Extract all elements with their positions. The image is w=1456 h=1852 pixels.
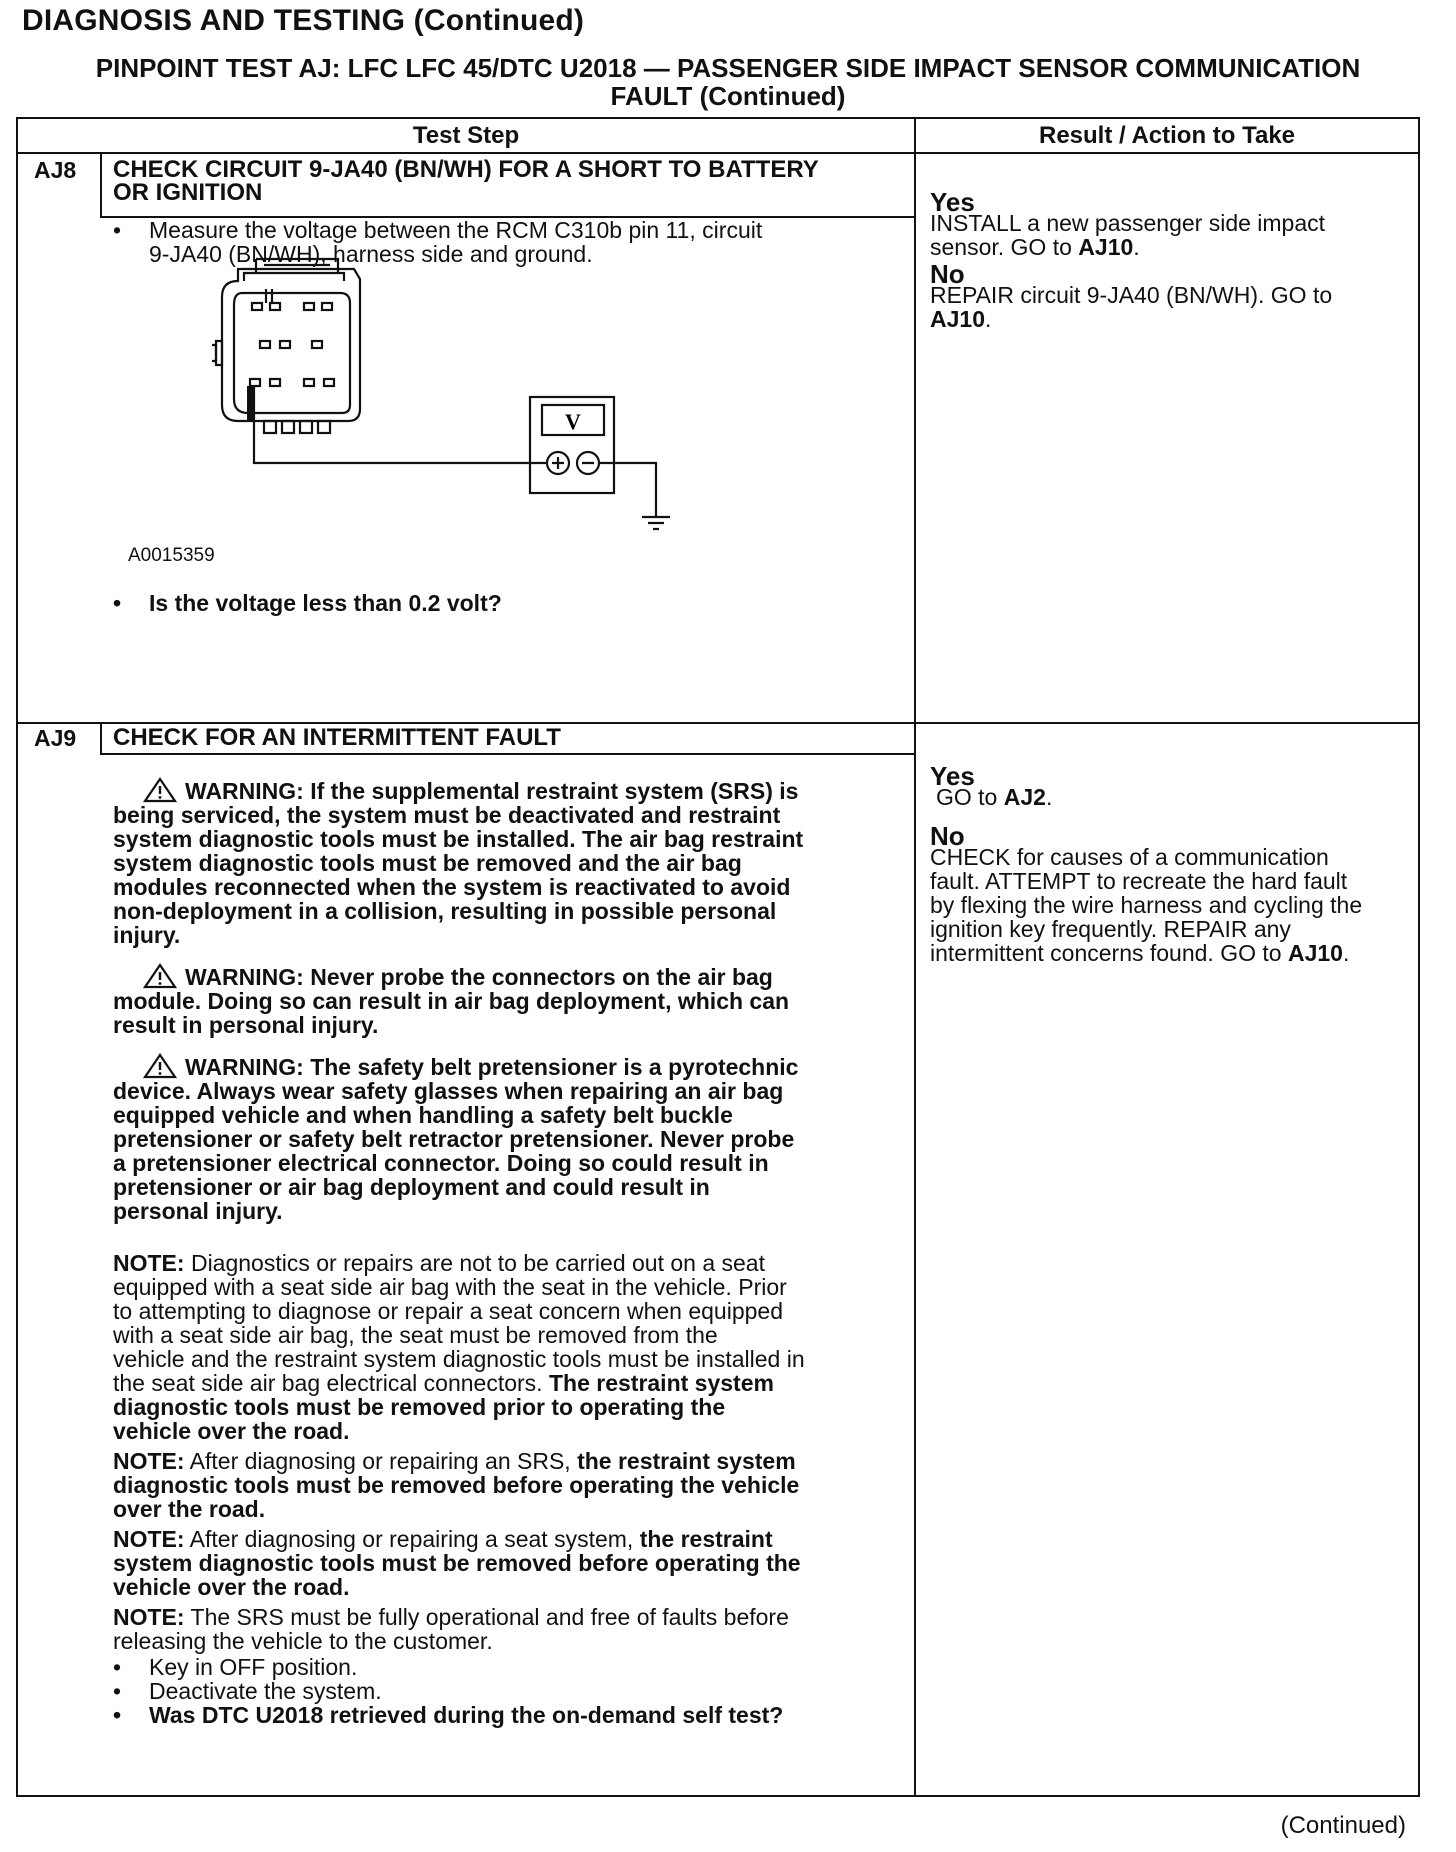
warning-1-line-1 xyxy=(113,777,908,803)
aj8-bullet-measure-l1: Measure the voltage between the RCM C310b pin 11, circuit xyxy=(149,217,763,243)
warning-3-text-1: WARNING: The safety belt pretensioner is a pyrotechnic xyxy=(185,1054,799,1080)
aj8-no-l1: REPAIR circuit 9-JA40 (BN/WH). GO to xyxy=(930,282,1333,308)
note-1-l5: vehicle and the restraint system diagnostic tools must be installed in xyxy=(113,1346,805,1372)
bullet-dot: • xyxy=(113,590,122,616)
aj9-yes-post: . xyxy=(1045,784,1053,810)
warning-1-line-5: modules reconnected when the system is reactivated to avoid xyxy=(113,874,791,900)
aj9-no-l3: by flexing the wire harness and cycling the xyxy=(930,892,1363,918)
warning-3-line-6: pretensioner or air bag deployment and could result in xyxy=(113,1174,710,1200)
warning-2-line-1 xyxy=(113,963,908,989)
aj8-no-text xyxy=(930,283,1332,331)
aj9-bullet-deactivate xyxy=(113,1679,903,1703)
pinpoint-test-title: PINPOINT TEST AJ: LFC LFC 45/DTC U2018 — PASSENGER SIDE IMPACT SENSOR COMMUNICATION xyxy=(95,53,1361,83)
warning-1-line-2: being serviced, the system must be deactivated and restraint xyxy=(113,802,781,828)
note-1-l8: vehicle over the road. xyxy=(113,1418,350,1444)
note-3-l2: system diagnostic tools must be removed before operating the xyxy=(113,1550,801,1576)
aj9-bullet-key-off xyxy=(113,1655,903,1679)
voltmeter-connector-diagram xyxy=(208,241,698,571)
note-3-l1-normal: After diagnosing or repairing a seat system, xyxy=(184,1526,640,1552)
aj9-no-l5-post: . xyxy=(1342,940,1350,966)
note-1-l6-bold: The restraint system xyxy=(548,1370,774,1396)
warning-2-line-3: result in personal injury. xyxy=(113,1012,379,1038)
note-1-l6 xyxy=(113,1371,913,1395)
aj9-no-l5 xyxy=(930,941,1362,965)
note-2-l1-bold: the restraint system xyxy=(577,1448,796,1474)
bullet-dot: • xyxy=(113,1654,122,1680)
aj9-yes-text xyxy=(936,785,1052,809)
aj9-no-l2: fault. ATTEMPT to recreate the hard fault xyxy=(930,868,1348,894)
note-1-l1 xyxy=(113,1251,913,1275)
aj9-no-text xyxy=(930,845,1362,965)
note-2-l1 xyxy=(113,1449,913,1473)
aj9-warning-probe xyxy=(113,963,908,1037)
aj9-yes-label: Yes xyxy=(930,761,975,791)
aj9-note-seat-side xyxy=(113,1251,913,1443)
note-1-text-1: Diagnostics or repairs are not to be carried out on a seat xyxy=(184,1250,765,1276)
warning-1-text-1: WARNING: If the supplemental restraint system (SRS) is xyxy=(185,778,799,804)
aj8-step-title-1: CHECK CIRCUIT 9-JA40 (BN/WH) FOR A SHORT TO BATTERY xyxy=(113,156,819,183)
note-1-l7: diagnostic tools must be removed prior to operating the xyxy=(113,1394,726,1420)
header-row-divider xyxy=(18,152,1418,154)
aj9-id-divider xyxy=(100,722,102,755)
aj9-step-id: AJ9 xyxy=(34,725,77,751)
warning-1-line-4: system diagnostic tools must be removed and the air bag xyxy=(113,850,742,876)
pinpoint-test-title-cont: FAULT (Continued) xyxy=(610,81,846,111)
aj9-title-divider xyxy=(100,753,914,755)
aj9-no-label: No xyxy=(930,821,965,851)
note-4-text-1: The SRS must be fully operational and free of faults before xyxy=(184,1604,789,1630)
aj8-id-divider xyxy=(100,152,102,218)
note-1-l3: to attempting to diagnose or repair a seat concern when equipped xyxy=(113,1298,783,1324)
continued-label: (Continued) xyxy=(1280,1812,1406,1839)
warning-triangle-icon xyxy=(143,963,177,989)
aj8-yes-ref: AJ10 xyxy=(1078,234,1134,260)
note-1-l6-normal: the seat side air bag electrical connectors. xyxy=(113,1370,549,1396)
header-test-step: Test Step xyxy=(412,122,520,149)
warning-2-text-1: WARNING: Never probe the connectors on the air bag xyxy=(185,964,773,990)
aj8-yes-text xyxy=(930,211,1325,259)
note-1-l4: with a seat side air bag, the seat must be removed from the xyxy=(113,1322,718,1348)
pinpoint-test-table xyxy=(16,117,1420,1797)
column-divider xyxy=(914,119,916,1795)
warning-triangle-icon xyxy=(143,777,177,803)
note-2-l1-normal: After diagnosing or repairing an SRS, xyxy=(184,1448,578,1474)
note-3-l1-bold: the restraint xyxy=(639,1526,773,1552)
aj9-yes-ref: AJ2 xyxy=(1003,784,1046,810)
aj8-yes-l2 xyxy=(930,235,1325,259)
aj8-question-text: Is the voltage less than 0.2 volt? xyxy=(149,590,502,616)
note-3-l1 xyxy=(113,1527,913,1551)
aj8-step-id: AJ8 xyxy=(34,157,77,183)
note-1-l2: equipped with a seat side air bag with the seat in the vehicle. Prior xyxy=(113,1274,787,1300)
header-result-action: Result / Action to Take xyxy=(1038,122,1296,149)
note-2-l3: over the road. xyxy=(113,1496,266,1522)
warning-3-line-7: personal injury. xyxy=(113,1198,283,1224)
aj8-yes-pre: sensor. GO to xyxy=(930,234,1079,260)
warning-triangle-icon xyxy=(143,1053,177,1079)
aj8-yes-l1: INSTALL a new passenger side impact xyxy=(930,210,1326,236)
aj8-no-post: . xyxy=(984,306,992,332)
note-4-l1 xyxy=(113,1605,913,1629)
aj8-yes-post: . xyxy=(1133,234,1140,260)
aj9-bullet-deactivate-text: Deactivate the system. xyxy=(149,1678,382,1704)
warning-3-line-5: a pretensioner electrical connector. Doing so could result in xyxy=(113,1150,769,1176)
aj9-no-l1: CHECK for causes of a communication xyxy=(930,844,1329,870)
warning-3-line-4: pretensioner or safety belt retractor pretensioner. Never probe xyxy=(113,1126,795,1152)
bullet-dot: • xyxy=(113,217,122,243)
warning-3-line-2: device. Always wear safety glasses when repairing an air bag xyxy=(113,1078,784,1104)
aj8-yes-label: Yes xyxy=(930,187,975,217)
note-2-l2: diagnostic tools must be removed before operating the vehicle xyxy=(113,1472,800,1498)
aj9-note-seat-system xyxy=(113,1527,913,1599)
aj9-no-l5-ref: AJ10 xyxy=(1287,940,1343,966)
aj8-no-l2 xyxy=(930,307,1332,331)
bullet-dot: • xyxy=(113,1702,122,1728)
warning-2-line-2: module. Doing so can result in air bag deployment, which can xyxy=(113,988,790,1014)
bullet-dot: • xyxy=(113,1678,122,1704)
warning-3-line-3: equipped vehicle and when handling a safety belt buckle xyxy=(113,1102,733,1128)
aj8-step-title-2: OR IGNITION xyxy=(113,179,263,206)
note-label: NOTE: xyxy=(113,1448,185,1474)
aj8-figure-id: A0015359 xyxy=(128,545,215,566)
note-label: NOTE: xyxy=(113,1604,185,1630)
aj9-no-l5-pre: intermittent concerns found. GO to xyxy=(930,940,1288,966)
aj9-question xyxy=(113,1703,903,1729)
note-4-l2: releasing the vehicle to the customer. xyxy=(113,1628,493,1654)
warning-3-line-1 xyxy=(113,1053,908,1079)
aj9-yes-pre: GO to xyxy=(936,784,1004,810)
note-label: NOTE: xyxy=(113,1250,185,1276)
aj8-no-label: No xyxy=(930,259,965,289)
aj9-warning-pretensioner xyxy=(113,1053,908,1223)
voltmeter-label: V xyxy=(565,409,581,434)
aj9-bullet-key-off-text: Key in OFF position. xyxy=(149,1654,358,1680)
aj9-step-title: CHECK FOR AN INTERMITTENT FAULT xyxy=(113,724,561,751)
warning-1-line-3: system diagnostic tools must be installed. The air bag restraint xyxy=(113,826,804,852)
aj8-question xyxy=(113,591,903,617)
page-title: DIAGNOSIS AND TESTING (Continued) xyxy=(22,4,585,37)
warning-1-line-6: non-deployment in a collision, resulting in possible personal xyxy=(113,898,777,924)
aj9-note-operational xyxy=(113,1605,913,1653)
aj8-no-ref: AJ10 xyxy=(930,306,985,332)
warning-1-line-7: injury. xyxy=(113,922,181,948)
aj9-warning-srs xyxy=(113,777,908,947)
aj9-question-text: Was DTC U2018 retrieved during the on-demand self test? xyxy=(149,1702,784,1728)
aj9-note-srs xyxy=(113,1449,913,1521)
aj8-bullet-measure-l2: 9-JA40 (BN/WH), harness side and ground. xyxy=(149,241,593,267)
note-label: NOTE: xyxy=(113,1526,185,1552)
aj9-no-l4: ignition key frequently. REPAIR any xyxy=(930,916,1291,942)
note-3-l3: vehicle over the road. xyxy=(113,1574,350,1600)
